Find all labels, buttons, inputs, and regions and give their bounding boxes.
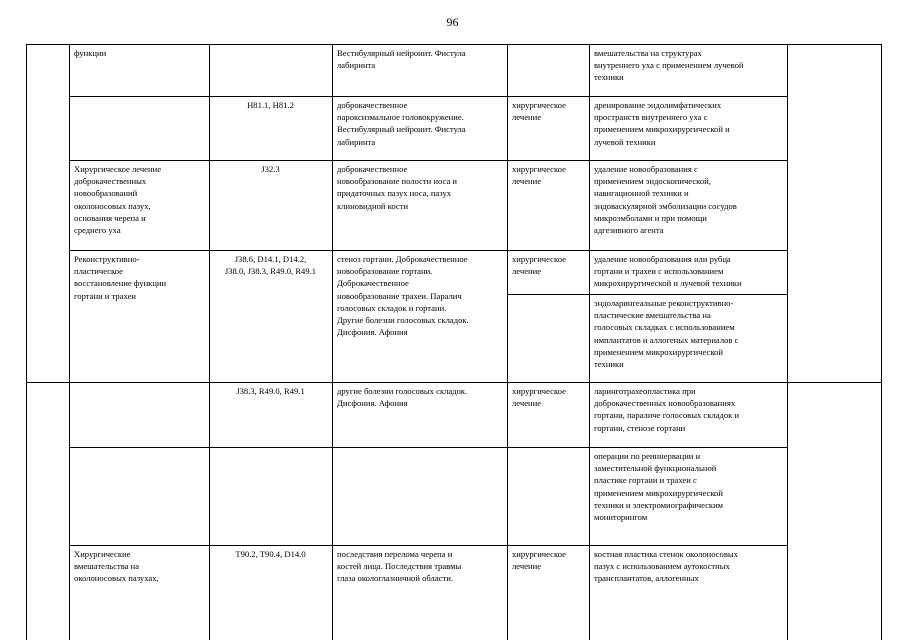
table-vertical-rule: [332, 44, 333, 640]
cell-method: операции по реиннервации и заместительной функциональной пластике гортани и трахеи с применением микрохирургической техники и электромиографическим мониторингом: [594, 451, 724, 523]
cell-codes: T90.2, T90.4, D14.0: [235, 549, 306, 559]
table-vertical-rule: [787, 44, 788, 640]
table-horizontal-rule: [69, 250, 788, 251]
table-horizontal-rule: [69, 96, 788, 97]
table-vertical-rule: [507, 44, 508, 640]
cell-method: дренирование эндолимфатических пространств внутреннего уха с применением микрохирургической и лучевой техники: [594, 100, 730, 147]
cell-method: ларинготрахеопластика при доброкачественных новообразованиях гортани, параличе голосовых складок и гортани, стенозе гортани: [594, 386, 740, 433]
cell-name: Реконструктивно- пластическое восстановление функции гортани и трахеи: [74, 254, 167, 301]
cell-method: удаление новообразования или рубца гортани и трахеи с использованием микрохирургической и лучевой техники: [594, 254, 742, 289]
cell-treatment: хирургическое лечение: [512, 254, 566, 277]
page-number: 96: [446, 15, 459, 29]
table-horizontal-rule: [69, 545, 788, 546]
table-vertical-rule: [209, 44, 210, 640]
cell-name: Хирургическое лечение доброкачественных новообразований околоносовых пазух, основания черепа и среднего уха: [74, 164, 162, 236]
table-vertical-rule: [881, 44, 882, 640]
cell-disease: доброкачественное пароксизмальное головокружение. Вестибулярный нейронит. Фистула лабиринта: [337, 100, 466, 147]
table-horizontal-rule: [69, 160, 788, 161]
cell-method: удаление новообразования с применением эндоскопической, навигационной техники и эндоваскулярной эмболизации сосудов микроэмболами и при помощи адгезивного агента: [594, 164, 737, 236]
table-horizontal-rule: [507, 294, 788, 295]
cell-method: костная пластика стенок околоносовых пазух с использованием аутокостных трансплантатов, аллогенных: [594, 549, 738, 584]
cell-name: Хирургические вмешательства на околоносовых пазухах,: [74, 549, 159, 584]
cell-treatment: хирургическое лечение: [512, 386, 566, 409]
cell-codes: H81.1, H81.2: [247, 100, 294, 110]
cell-disease: другие болезни голосовых складок. Дисфония. Афония: [337, 386, 468, 409]
cell-disease: последствия перелома черепа и костей лица. Последствия травмы глаза окологлазничной области.: [337, 549, 462, 584]
cell-method: вмешательства на структурах внутреннего уха с применением лучевой техники: [594, 48, 744, 83]
table-horizontal-rule: [26, 382, 882, 383]
table-horizontal-rule: [69, 447, 788, 448]
cell-disease: доброкачественное новообразование полости носа и придаточных пазух носа, пазух клиновидной кости: [337, 164, 458, 211]
cell-codes: J32.3: [261, 164, 280, 174]
table-vertical-rule: [589, 44, 590, 640]
cell-disease: Вестибулярный нейронит. Фистула лабиринта: [337, 48, 466, 71]
table-vertical-rule: [69, 44, 70, 640]
cell-treatment: хирургическое лечение: [512, 164, 566, 187]
cell-method: эндоларингеальные реконструктивно- пластические вмешательства на голосовых складках с использованием имплантатов и аллогеных материалов с применением микрохирургической техники: [594, 298, 739, 370]
table-vertical-rule: [26, 44, 27, 640]
cell-treatment: хирургическое лечение: [512, 549, 566, 572]
cell-codes: J38.3, R49.0, R49.1: [236, 386, 305, 396]
medical-procedures-table: [26, 44, 881, 640]
cell-name: функции: [74, 48, 107, 58]
cell-disease: стеноз гортани. Доброкачественное новообразование гортани. Доброкачественное новообразование трахеи. Паралич голосовых складок и гортани. Другие болезни голосовых складок. Дисфония. Афония: [337, 254, 469, 338]
cell-codes: J38.6, D14.1, D14.2, J38.0, J38.3, R49.0, R49.1: [224, 254, 317, 277]
cell-treatment: хирургическое лечение: [512, 100, 566, 123]
table-horizontal-rule: [26, 44, 882, 45]
